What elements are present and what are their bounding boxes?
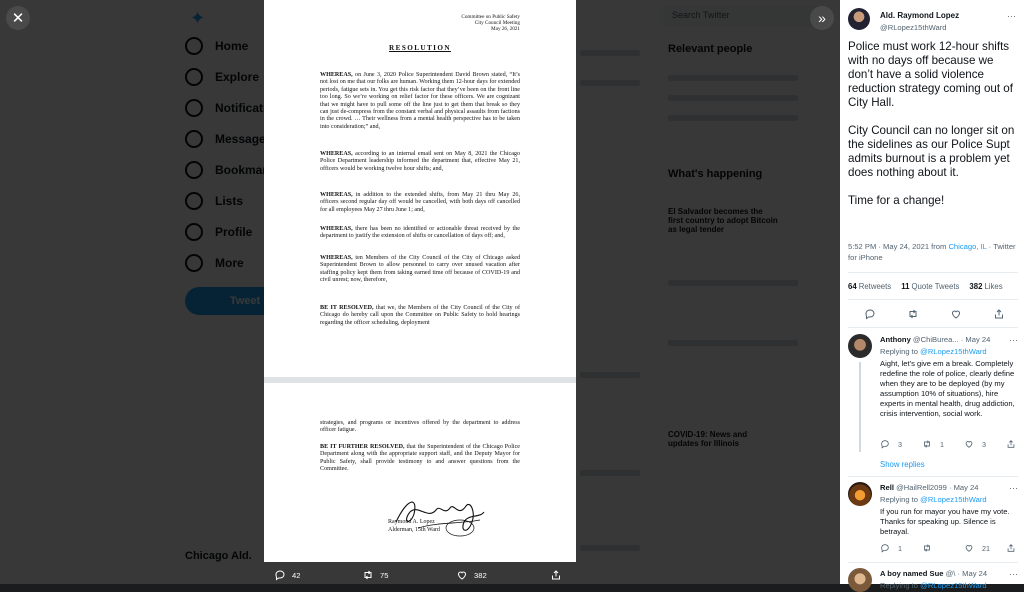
resolved-paragraph — [320, 305, 520, 327]
avatar[interactable] — [848, 482, 872, 506]
avatar[interactable] — [848, 334, 872, 358]
para-lead: WHEREAS, — [320, 151, 353, 157]
para-lead: WHEREAS, — [320, 72, 353, 78]
para-text: in addition to the extended shifts, from May 21 thru May 26, officers second regular day off would be cancelled, with both days off cancelled for all employees May 27 thru June 1; and, — [320, 192, 520, 213]
whereas-paragraph — [320, 226, 520, 241]
reply-author-name[interactable]: A boy named Sue — [880, 569, 944, 578]
retweets-label: Retweets — [858, 282, 892, 291]
reply-text: If you run for mayor you have my vote. Thanks for speaking up. Silence is betrayal. — [880, 507, 1010, 536]
para-lead: WHEREAS, — [320, 255, 353, 261]
share-button[interactable] — [1006, 439, 1016, 449]
media-action-bar — [264, 566, 576, 584]
reply-icon — [880, 543, 890, 553]
avatar[interactable] — [848, 8, 870, 30]
reply-header — [880, 569, 987, 578]
author-handle[interactable]: @RLopez15thWard — [880, 23, 947, 32]
like-count: 382 — [474, 570, 487, 580]
divider — [848, 299, 1018, 300]
likes-count: 382 — [969, 282, 983, 291]
whereas-paragraph — [320, 255, 520, 285]
reply-tweet[interactable] — [848, 334, 1020, 452]
likes-label: Likes — [984, 282, 1003, 291]
para-lead: WHEREAS, — [320, 192, 353, 198]
heart-icon — [456, 569, 468, 581]
reply-author-name[interactable]: Anthony — [880, 335, 911, 344]
para-text: there has been no identified or actionable threat received by the department to justify the extension of shifts or cancellation of days off; and, — [320, 226, 520, 240]
retweet-count: 1 — [940, 439, 944, 449]
para-text: on June 3, 2020 Police Superintendent David Brown stated, “It’s not lost on me that our folks are human. Working them 12-hour days for extended periods, fatigue sets in. You get this risk factor that they’ve been on the front line too long. So we’re working on relief factor for these officers. We are cognizant that we might have to pull some off the line just to get them that break so they can just de-compress from the constant verbal and physical assaults from factions in the crowd. … Their wellness from a mental health perspective has to be taken into consideration;” and, — [320, 72, 520, 130]
tweet-timestamp — [848, 241, 1020, 263]
divider — [848, 476, 1018, 477]
share-button[interactable] — [550, 569, 562, 581]
chevron-double-right-icon[interactable]: » — [810, 6, 834, 30]
avatar[interactable] — [848, 568, 872, 592]
reply-header — [880, 483, 979, 492]
reply-count: 1 — [898, 543, 902, 553]
reply-date[interactable]: · May 24 — [948, 483, 979, 492]
signature-name: Raymond A. Lopez — [388, 519, 435, 525]
header-line: May 26, 2021 — [491, 26, 520, 33]
more-icon[interactable]: ··· — [1009, 483, 1018, 493]
divider — [848, 272, 1018, 273]
share-icon — [1006, 543, 1016, 553]
like-button[interactable] — [964, 439, 986, 449]
more-icon[interactable]: ··· — [1009, 569, 1018, 579]
para-lead: BE IT FURTHER RESOLVED, — [320, 444, 405, 450]
retweet-button[interactable] — [362, 569, 388, 581]
retweets-stat[interactable] — [848, 282, 891, 291]
replying-label: Replying to — [880, 347, 921, 356]
whereas-paragraph — [320, 72, 520, 131]
retweet-icon — [922, 543, 932, 553]
document-image — [264, 0, 576, 562]
reply-author-handle[interactable]: @HailRell2099 — [896, 483, 947, 492]
further-resolved-paragraph — [320, 444, 520, 474]
retweet-icon — [922, 439, 932, 449]
reply-tweet[interactable] — [848, 482, 1020, 558]
retweet-button[interactable] — [922, 439, 944, 449]
share-icon — [550, 569, 562, 581]
tweet-time[interactable]: 5:52 PM · May 24, 2021 from — [848, 242, 949, 251]
retweet-button[interactable] — [922, 543, 940, 553]
tweet-location[interactable]: Chicago, IL — [948, 242, 987, 251]
reply-author-name[interactable]: Rell — [880, 483, 894, 492]
show-replies-link[interactable]: Show replies — [880, 460, 925, 469]
tweet-actions — [848, 307, 1020, 319]
para-text: according to an internal email sent on May 8, 2021 the Chicago Police Department leadership informed the department that, effective May 21, officers would be working twelve hour shifts; and, — [320, 151, 520, 172]
more-icon[interactable]: ··· — [1007, 11, 1016, 21]
replying-label: Replying to — [880, 495, 921, 504]
share-icon — [1006, 439, 1016, 449]
share-icon[interactable] — [993, 307, 1005, 319]
replying-label: Replying to — [880, 581, 921, 590]
tweet-text: Police must work 12-hour shifts with no days off because we don’t have a solid violence reduction strategy coming out of City Hall. City Council can no longer sit on the sidelines as our Police Supt admits burnout is a problem yet does nothing about it. Time for a change! — [848, 40, 1015, 207]
signature-title: Alderman, 15th Ward — [388, 526, 440, 533]
reply-date[interactable]: · May 24 — [960, 335, 991, 344]
close-icon[interactable]: ✕ — [6, 6, 30, 30]
document-header — [461, 14, 520, 33]
quotes-label: Quote Tweets — [911, 282, 960, 291]
reply-button[interactable] — [880, 543, 902, 553]
author-name[interactable]: Ald. Raymond Lopez — [880, 11, 960, 20]
thread-line — [859, 362, 861, 452]
reply-count: 3 — [898, 439, 902, 449]
like-count: 3 — [982, 439, 986, 449]
divider — [848, 562, 1018, 563]
page2-paragraph — [320, 420, 520, 435]
like-button[interactable] — [456, 569, 487, 581]
replying-to — [880, 495, 987, 504]
heart-icon[interactable] — [950, 307, 962, 319]
whereas-paragraph — [320, 192, 520, 214]
more-icon[interactable]: ··· — [1009, 335, 1018, 345]
quotes-stat[interactable] — [901, 282, 959, 291]
reply-button[interactable] — [880, 439, 902, 449]
reply-author-handle[interactable]: @ChiBurea... — [912, 335, 959, 344]
retweet-icon — [362, 569, 374, 581]
document-title — [264, 44, 576, 52]
replying-to — [880, 581, 987, 590]
para-text: strategies, and programs or incentives offered by the department to address officer fatigue. — [320, 420, 520, 434]
heart-icon — [964, 543, 974, 553]
replying-to-handle[interactable]: @RLopez15thWard — [920, 495, 987, 504]
heart-icon — [964, 439, 974, 449]
header-line: City Council Meeting — [474, 20, 520, 27]
reply-icon — [274, 569, 286, 581]
title-text: RESOLUTION — [389, 44, 451, 52]
share-button[interactable] — [1006, 543, 1016, 553]
tweet-panel — [840, 0, 1024, 590]
likes-stat[interactable] — [969, 282, 1002, 291]
tweet-source: · Twitter for iPhone — [848, 242, 1016, 262]
reply-icon — [880, 439, 890, 449]
replying-to-handle[interactable]: @RLopez15thWard — [920, 347, 987, 356]
header-line: Committee on Public Safety — [461, 14, 520, 20]
reply-tweet[interactable] — [848, 568, 1020, 592]
quotes-count: 11 — [901, 282, 910, 291]
para-lead: WHEREAS, — [320, 226, 353, 232]
para-lead: BE IT RESOLVED, — [320, 305, 374, 311]
page-break — [264, 377, 576, 383]
reply-date[interactable]: · May 24 — [957, 569, 988, 578]
like-button[interactable] — [964, 543, 990, 553]
replying-to — [880, 347, 987, 356]
replying-to-handle[interactable]: @RLopez15thWard — [920, 581, 987, 590]
retweet-icon[interactable] — [907, 307, 919, 319]
retweets-count: 64 — [848, 282, 857, 291]
reply-count: 42 — [292, 570, 301, 580]
like-count: 21 — [982, 543, 990, 553]
signature-block — [388, 519, 440, 534]
para-text: that the Superintendent of the Chicago Police Department along with the appropriate support staff, and the Deputy Mayor for Public Safety, shall provide testimony to and answer questions from the Committee. — [320, 444, 521, 473]
divider — [848, 327, 1018, 328]
reply-button[interactable] — [274, 569, 300, 581]
reply-text: Aight, let’s give em a break. Completely redefine the role of police, clearly define when they are to be deployed (by my assumption 10% of situations), hire experts in mental health, drug addiction, crisis intervention, social work. — [880, 359, 1015, 418]
whereas-paragraph — [320, 151, 520, 173]
reply-icon[interactable] — [864, 307, 876, 319]
reply-author-handle[interactable]: @\ — [945, 569, 956, 578]
tweet-author[interactable] — [848, 6, 1020, 40]
tweet-stats — [848, 282, 1020, 291]
retweet-count: 75 — [380, 570, 389, 580]
para-text: ten Members of the City Council of the City of Chicago asked Superintendent Brown to allow personnel to carry over unused vacation after staffing policy kept them from taking earned time off because of COVID-19 and civil unrest; now, therefore, — [320, 255, 520, 284]
para-text: that we, the Members of the City Council of the City of Chicago do hereby call upon the Committee on Public Safety to hold hearings regarding the officer scheduling, deployment — [320, 305, 520, 326]
reply-header — [880, 335, 990, 344]
